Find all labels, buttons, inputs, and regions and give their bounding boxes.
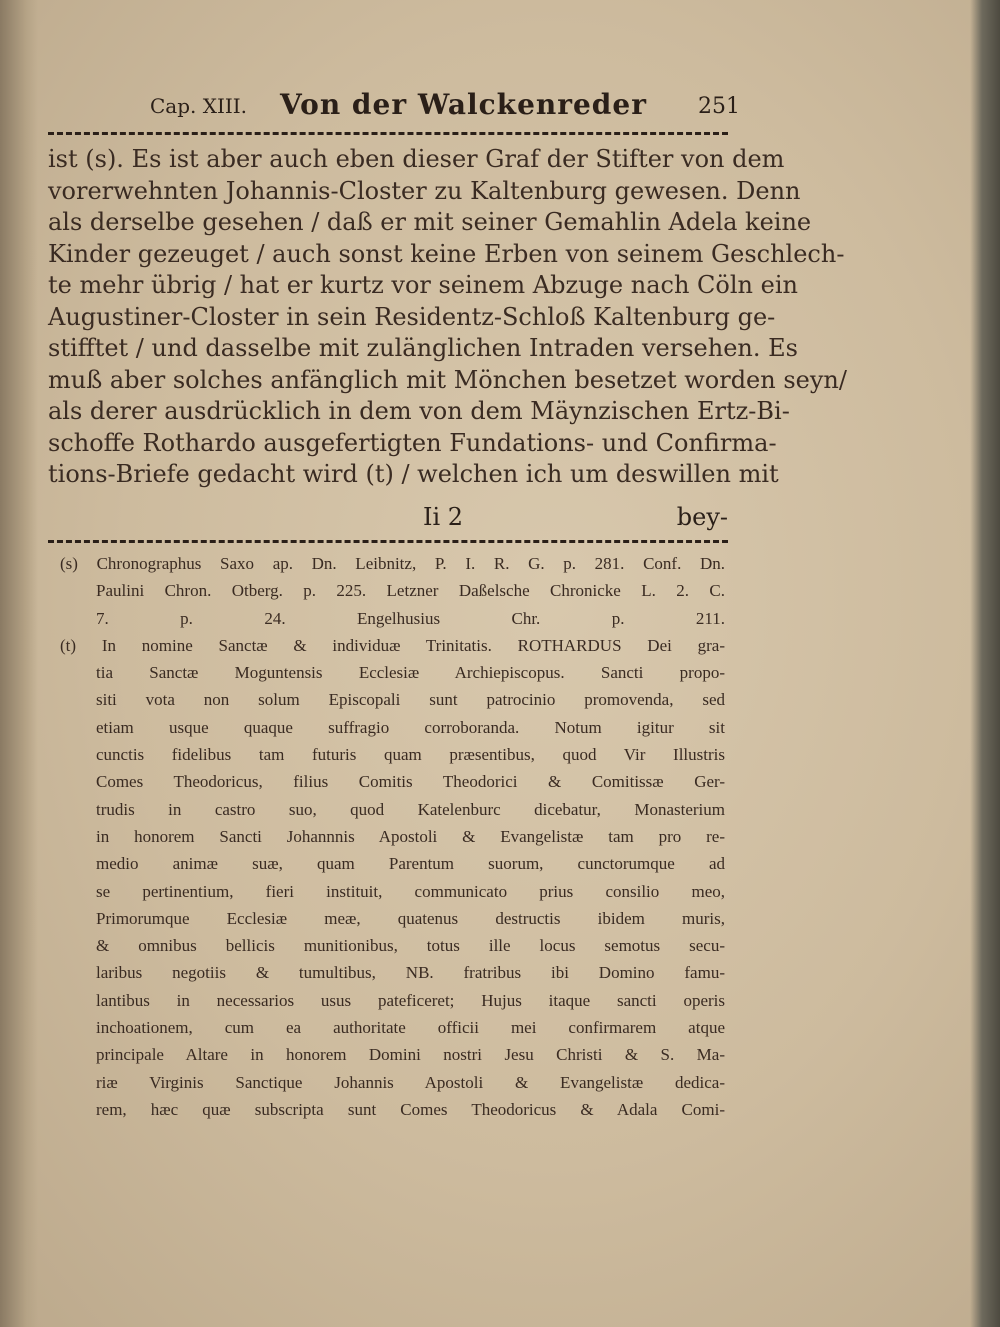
text-line: Augustiner-Closter in sein Residentz-Schloß Kaltenburg ge- <box>48 302 776 331</box>
signature-mark: Ii 2 <box>423 503 464 531</box>
binding-gutter <box>0 0 38 1327</box>
footnote-line: Paulini Chron. Otberg. p. 225. Letzner Daßelsche Chronicke L. 2. C. <box>96 581 725 601</box>
text-line: ist (s). Es ist aber auch eben dieser Graf der Stifter von dem <box>48 145 785 173</box>
footnote-line: tia Sanctæ Moguntensis Ecclesiæ Archiepiscopus. Sancti propo- <box>96 663 725 683</box>
footnote-line: 7. p. 24. Engelhusius Chr. p. 211. <box>96 608 725 628</box>
footnotes <box>60 550 725 1123</box>
footnote-line: medio animæ suæ, quam Parentum suorum, cunctorumque ad <box>96 854 725 874</box>
main-text <box>48 144 847 491</box>
chapter-label: Cap. XIII. <box>150 94 248 118</box>
footnote-line: rem, hæc quæ subscripta sunt Comes Theodoricus & Adala Comi- <box>96 1099 725 1119</box>
text-line: Kinder gezeuget / auch sonst keine Erben von seinem Geschlech- <box>48 239 845 268</box>
catchline <box>48 503 728 537</box>
footnote-line: cunctis fidelibus tam futuris quam præsentibus, quod Vir Illustris <box>96 745 725 765</box>
page-edge <box>970 0 1000 1327</box>
footnote-line: lantibus in necessarios usus pateficeret; Hujus itaque sancti operis <box>96 990 725 1010</box>
footnote-line: & omnibus bellicis munitionibus, totus ille locus semotus secu- <box>96 936 725 956</box>
footnote-line: etiam usque quaque suffragio corroboranda. Notum igitur sit <box>96 717 725 737</box>
running-head <box>150 88 740 128</box>
footnote-line: trudis in castro suo, quod Katelenburc dicebatur, Monasterium <box>96 799 725 819</box>
catchword: bey- <box>676 503 728 531</box>
footnote-line: laribus negotiis & tumultibus, NB. fratribus ibi Domino famu- <box>96 963 725 983</box>
header-rule <box>48 132 728 135</box>
text-line: stifftet / und dasselbe mit zulänglichen Intraden versehen. Es <box>48 334 798 362</box>
footnote-rule <box>48 540 728 543</box>
page-number: 251 <box>698 94 740 119</box>
footnote-line: (s) Chronographus Saxo ap. Dn. Leibnitz, P. I. R. G. p. 281. Conf. Dn. <box>60 554 725 573</box>
footnote-line: Primorumque Ecclesiæ meæ, quatenus destructis ibidem muris, <box>96 908 725 928</box>
footnote-line: inchoationem, cum ea authoritate officii mei confirmarem atque <box>96 1018 725 1038</box>
text-line: muß aber solches anfänglich mit Mönchen besetzet worden seyn/ <box>48 365 847 394</box>
running-title: Von der Walckenreder <box>280 88 647 121</box>
footnote-line: riæ Virginis Sanctique Johannis Apostoli & Evangelistæ dedica- <box>96 1072 725 1092</box>
text-line: als derer ausdrücklich in dem von dem Mäynzischen Ertz-Bi- <box>48 397 790 425</box>
footnote-line: principale Altare in honorem Domini nostri Jesu Christi & S. Ma- <box>96 1045 725 1065</box>
footnote-line: se pertinentium, fieri instituit, communicato prius consilio meo, <box>96 881 725 901</box>
text-line: als derselbe gesehen / daß er mit seiner Gemahlin Adela keine <box>48 208 812 236</box>
text-line: schoffe Rothardo ausgefertigten Fundations- und Confirma- <box>48 428 777 457</box>
footnote-line: in honorem Sancti Johannnis Apostoli & Evangelistæ tam pro re- <box>96 826 725 846</box>
footnote-line: (t) In nomine Sanctæ & individuæ Trinitatis. ROTHARDUS Dei gra- <box>60 635 725 655</box>
text-line: tions-Briefe gedacht wird (t) / welchen ich um deswillen mit <box>48 460 779 488</box>
text-line: te mehr übrig / hat er kurtz vor seinem Abzuge nach Cöln ein <box>48 271 798 299</box>
footnote-line: Comes Theodoricus, filius Comitis Theodorici & Comitissæ Ger- <box>96 772 725 792</box>
text-line: vorerwehnten Johannis-Closter zu Kaltenburg gewesen. Denn <box>48 176 801 205</box>
footnote-line: siti vota non solum Episcopali sunt patrocinio promovenda, sed <box>96 690 725 710</box>
